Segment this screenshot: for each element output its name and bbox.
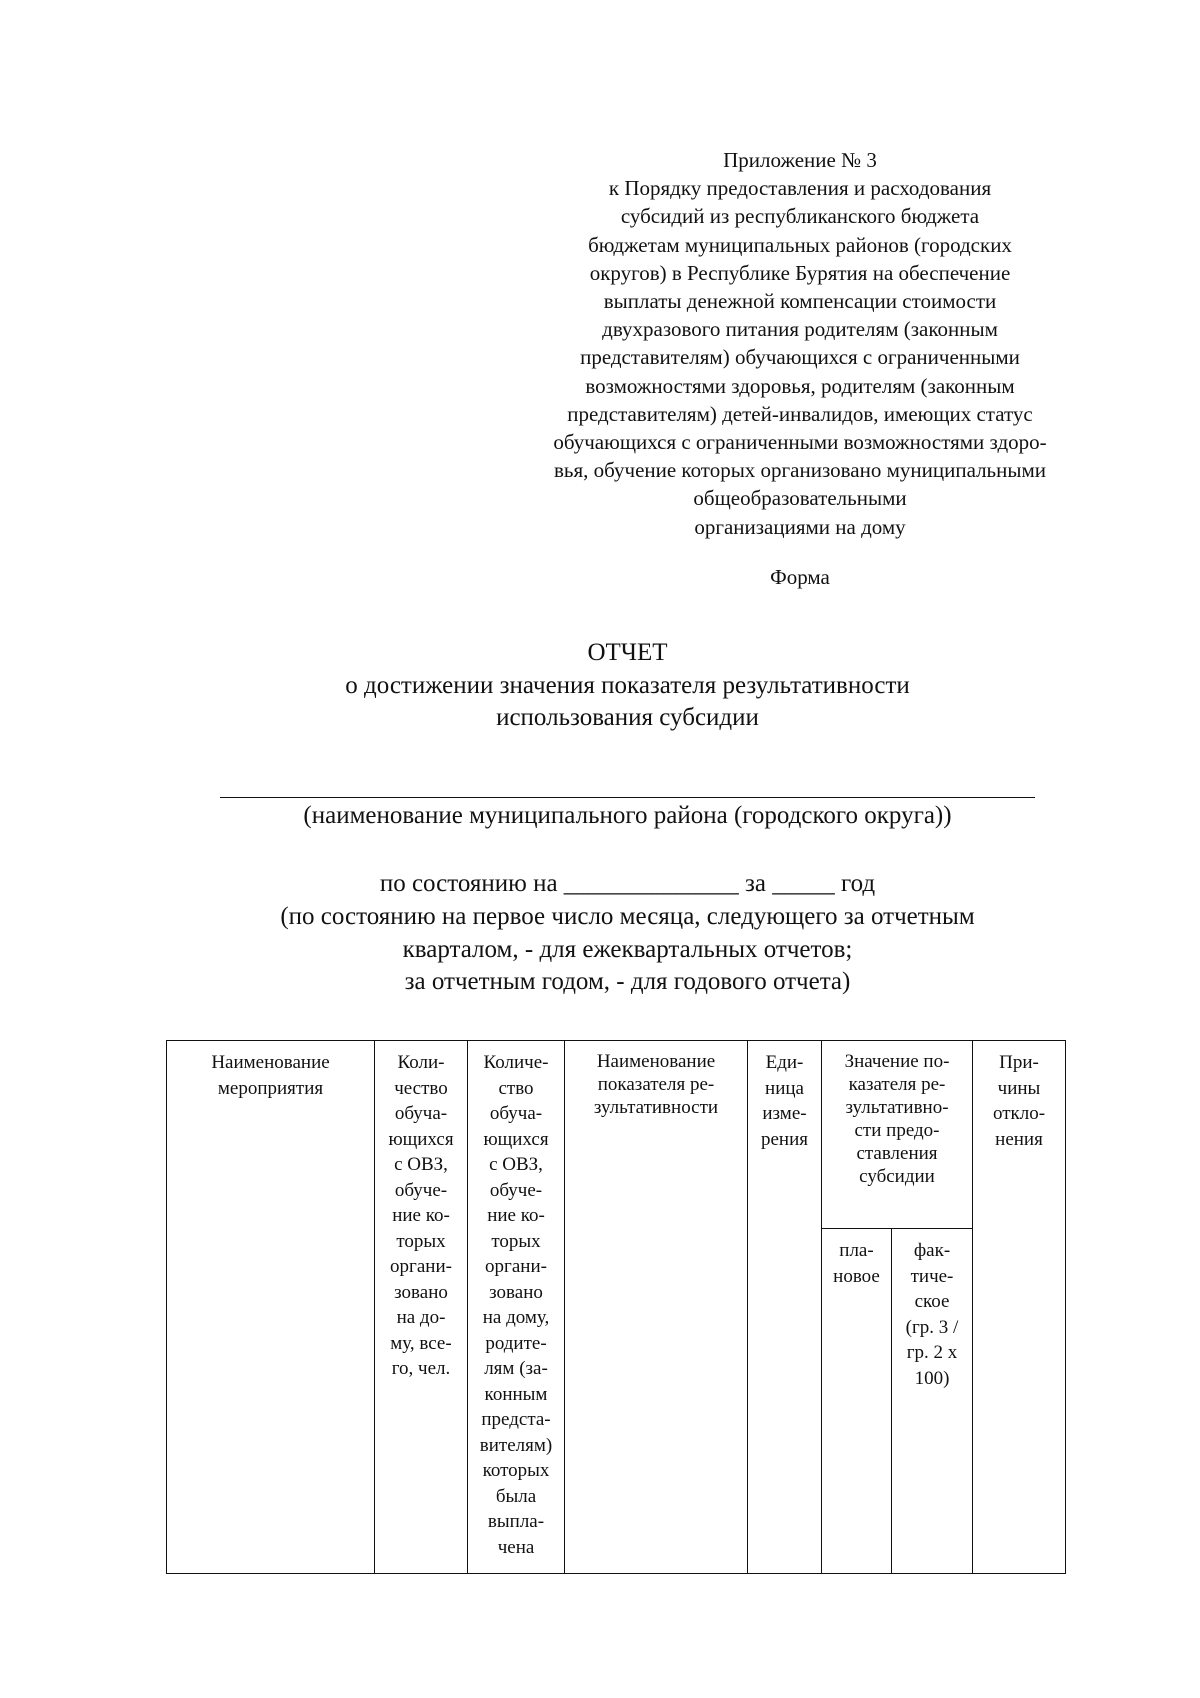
appendix-line: Приложение № 3 <box>723 148 877 172</box>
appendix-line: двухразового питания родителям (законным <box>602 317 998 342</box>
header-text: чество <box>394 1077 448 1099</box>
subheader-cell-planned <box>822 1229 892 1574</box>
header-cell-event <box>167 1041 375 1574</box>
header-text: обуче- <box>489 1179 543 1201</box>
appendix-line: выплаты денежной компенсации стоимости <box>603 289 997 314</box>
header-cell-paid-students <box>468 1041 565 1574</box>
header-text: му, все- <box>390 1332 452 1354</box>
header-text: показателя ре- <box>597 1074 715 1095</box>
appendix-line: возможностями здоровья, родителям (законным <box>585 373 1015 398</box>
appendix-line: округов) в Республике Бурятия на обеспечение <box>589 260 1011 285</box>
header-cell-deviation-reasons <box>973 1041 1066 1574</box>
report-date-note-line: (по состоянию на первое число месяца, следующего за отчетным <box>280 903 975 930</box>
appendix-line: представителям) детей-инвалидов, имеющих статус <box>567 401 1033 426</box>
header-text: гр. 2 х <box>906 1342 958 1363</box>
report-date-note-line: кварталом, - для ежеквартальных отчетов; <box>402 935 853 963</box>
header-text: конным <box>484 1383 548 1405</box>
header-text: фак- <box>913 1240 951 1261</box>
header-text: 100) <box>914 1367 950 1389</box>
header-text: чена <box>497 1536 535 1558</box>
report-subtitle-line: о достижении значения показателя результативности <box>345 672 910 699</box>
header-text: Еди- <box>765 1052 804 1073</box>
report-subtitle-line: использования субсидии <box>496 704 759 731</box>
report-date-line: по состоянию на ______________ за _____ год <box>379 870 876 897</box>
header-text: с ОВЗ, <box>489 1154 543 1175</box>
header-text: Наименование <box>211 1052 330 1073</box>
header-text: пла- <box>839 1240 874 1261</box>
appendix-line: бюджетам муниципальных районов (городских <box>588 232 1012 257</box>
header-text: лям (за- <box>484 1358 548 1379</box>
header-text: откло- <box>992 1103 1046 1124</box>
header-text: зовано <box>489 1281 543 1303</box>
form-label: Форма <box>770 565 830 589</box>
header-text: торых <box>396 1230 446 1252</box>
header-text: го, чел. <box>391 1358 451 1379</box>
header-text: ющихся <box>483 1128 549 1150</box>
header-cell-total-students <box>375 1041 468 1574</box>
header-text: обуча- <box>394 1103 448 1124</box>
appendix-line: обучающихся с ограниченными возможностями здоро- <box>553 430 1047 455</box>
report-table <box>166 1040 1066 1574</box>
header-text: органи- <box>485 1256 547 1277</box>
header-text: рения <box>760 1128 808 1150</box>
header-text: предста- <box>481 1409 551 1430</box>
header-text: ство <box>498 1077 534 1099</box>
report-title: ОТЧЕТ <box>587 639 668 666</box>
header-text: Наименование <box>596 1051 716 1072</box>
header-text: органи- <box>390 1256 452 1277</box>
header-text: зультативности <box>593 1097 719 1118</box>
header-text: ющихся <box>388 1128 454 1150</box>
header-text: изме- <box>762 1103 807 1124</box>
appendix-line: представителям) обучающихся с ограниченными <box>580 345 1020 370</box>
header-text: (гр. 3 / <box>905 1316 959 1338</box>
header-text: ское <box>914 1291 950 1312</box>
municipality-name-caption: (наименование муниципального района (городского округа)) <box>303 802 952 829</box>
header-text: которых <box>482 1460 550 1481</box>
appendix-line: организациями на дому <box>694 514 906 539</box>
header-text: мероприятия <box>217 1077 324 1099</box>
table-header-row <box>167 1041 1066 1229</box>
header-text: обуча- <box>489 1103 543 1124</box>
header-text: новое <box>833 1265 880 1287</box>
header-text: на дому, <box>482 1307 550 1328</box>
header-text: торых <box>491 1230 541 1252</box>
appendix-block <box>500 146 1100 541</box>
header-text: сти предо- <box>854 1120 940 1141</box>
header-cell-indicator-name <box>565 1041 748 1574</box>
header-text: При- <box>999 1052 1039 1073</box>
header-text: субсидии <box>859 1166 935 1187</box>
appendix-line: к Порядку предоставления и расходования <box>608 176 992 201</box>
header-cell-unit <box>748 1041 822 1574</box>
header-text: ставления <box>856 1143 938 1164</box>
header-text: обуче- <box>394 1179 448 1201</box>
subheader-cell-actual <box>892 1229 973 1574</box>
header-text: Коли- <box>397 1052 445 1073</box>
report-date-note-line: за отчетным годом, - для годового отчета) <box>404 968 851 995</box>
report-date-note <box>0 901 1200 999</box>
appendix-line: субсидий из республиканского бюджета <box>620 204 980 229</box>
municipality-name-line <box>220 797 1035 798</box>
header-text: с ОВЗ, <box>394 1154 448 1175</box>
appendix-line: вья, обучение которых организовано муниципальными <box>553 458 1047 483</box>
header-text: казателя ре- <box>848 1074 946 1095</box>
header-text: ница <box>765 1077 804 1099</box>
header-text: зовано <box>394 1281 448 1303</box>
header-text: ние ко- <box>487 1205 545 1226</box>
header-text: была <box>495 1485 537 1507</box>
header-text: на до- <box>396 1307 446 1328</box>
header-text: Количе- <box>483 1052 549 1073</box>
header-cell-indicator-value <box>822 1041 973 1229</box>
report-subtitle <box>0 670 1200 734</box>
header-text: чины <box>997 1077 1041 1099</box>
header-text: нения <box>995 1128 1043 1150</box>
header-text: зультативно- <box>845 1097 949 1118</box>
header-text: тиче- <box>910 1265 954 1287</box>
header-text: вителям) <box>479 1434 553 1456</box>
appendix-line: общеобразовательными <box>693 486 907 511</box>
header-text: ние ко- <box>392 1205 450 1226</box>
header-text: Значение по- <box>844 1051 950 1072</box>
header-text: выпла- <box>487 1511 545 1532</box>
header-text: родите- <box>485 1332 547 1354</box>
